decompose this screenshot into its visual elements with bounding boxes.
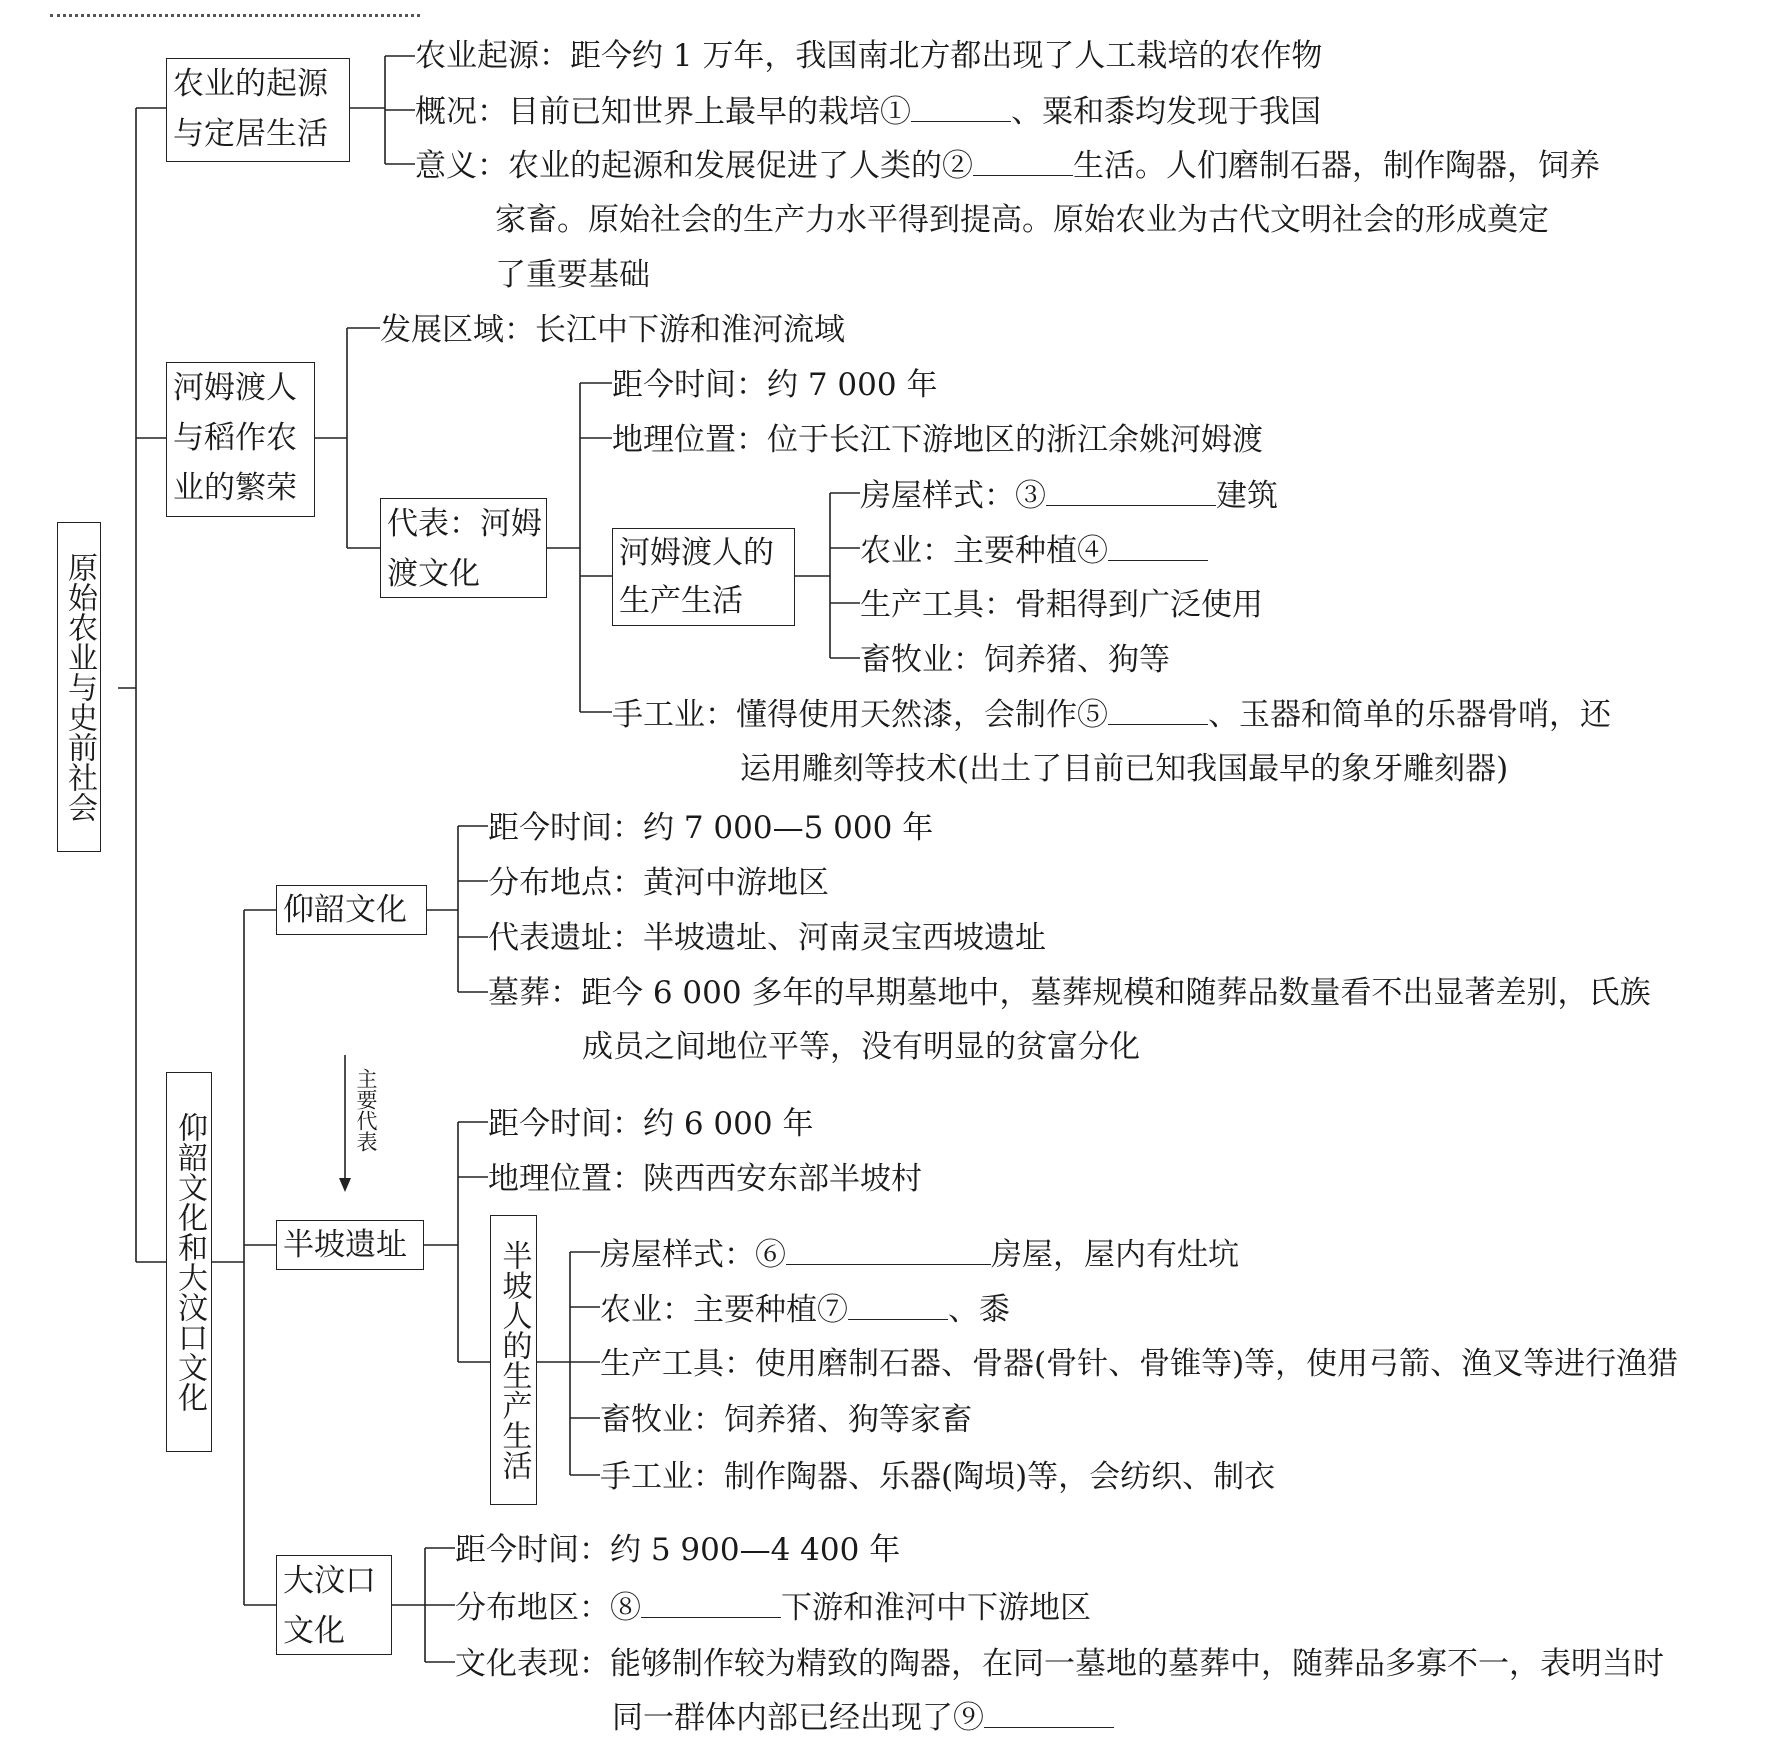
banpo-time: 距今时间：约 6 000 年 bbox=[488, 1106, 814, 1142]
dawenkou-culture-line2 bbox=[612, 1697, 1114, 1738]
hemudu-husbandry: 畜牧业：饲养猪、狗等 bbox=[860, 642, 1170, 678]
banpo-agri bbox=[600, 1289, 1010, 1330]
yangshao-burial: 墓葬：距今 6 000 多年的早期墓地中，墓葬规模和随葬品数量看不出显著差别，氏族 bbox=[488, 975, 1651, 1011]
blank-1 bbox=[911, 91, 1011, 122]
hemudu-craft-line2: 运用雕刻等技术(出土了目前已知我国最早的象牙雕刻器) bbox=[740, 751, 1509, 787]
arrow-label: 主要代表 bbox=[354, 1068, 378, 1152]
sec2-life-box-line2: 生产生活 bbox=[619, 583, 743, 619]
dawenkou-region-text-b: 下游和淮河中下游地区 bbox=[781, 1590, 1091, 1626]
hemudu-tools: 生产工具：骨耜得到广泛使用 bbox=[860, 587, 1263, 623]
blank-7 bbox=[848, 1289, 948, 1320]
sec1-overview-text-b: 、粟和黍均发现于我国 bbox=[1011, 94, 1321, 130]
yangshao-box bbox=[276, 885, 427, 935]
sec1-overview-text-a: 概况：目前已知世界上最早的栽培① bbox=[415, 94, 911, 130]
yangshao-sites: 代表遗址：半坡遗址、河南灵宝西坡遗址 bbox=[488, 920, 1046, 956]
sec2-life-box bbox=[612, 528, 795, 626]
sec2-rep-box bbox=[380, 498, 547, 598]
hemudu-house-text-b: 建筑 bbox=[1216, 478, 1278, 514]
sec1-box-line2: 与定居生活 bbox=[173, 116, 328, 152]
sec3-box bbox=[166, 1072, 212, 1452]
banpo-life-box-label: 半坡人的生产生活 bbox=[496, 1240, 532, 1480]
sec2-rep-box-line1: 代表：河姆 bbox=[387, 506, 542, 542]
sec1-box bbox=[166, 58, 350, 162]
sec2-time: 距今时间：约 7 000 年 bbox=[612, 367, 938, 403]
dawenkou-region-text-a: 分布地区：⑧ bbox=[455, 1590, 641, 1626]
yangshao-place: 分布地点：黄河中游地区 bbox=[488, 865, 829, 901]
banpo-house-text-a: 房屋样式：⑥ bbox=[600, 1237, 786, 1273]
banpo-agri-text-a: 农业：主要种植⑦ bbox=[600, 1292, 848, 1328]
hemudu-house bbox=[860, 475, 1278, 516]
sec1-meaning-line2: 家畜。原始社会的生产力水平得到提高。原始农业为古代文明社会的形成奠定 bbox=[495, 202, 1549, 238]
hemudu-craft-text-a: 手工业：懂得使用天然漆，会制作⑤ bbox=[612, 697, 1108, 733]
sec1-origin: 农业起源：距今约 1 万年，我国南北方都出现了人工栽培的农作物 bbox=[415, 38, 1323, 74]
blank-2 bbox=[973, 145, 1073, 176]
sec2-box-line1: 河姆渡人 bbox=[173, 370, 297, 406]
hemudu-agri bbox=[860, 530, 1208, 571]
sec1-meaning-line3: 了重要基础 bbox=[495, 257, 650, 293]
sec1-box-line1: 农业的起源 bbox=[173, 66, 328, 102]
dawenkou-time: 距今时间：约 5 900—4 400 年 bbox=[455, 1532, 901, 1568]
arrow-head-icon bbox=[339, 1178, 351, 1192]
sec1-meaning-text-a: 意义：农业的起源和发展促进了人类的② bbox=[415, 148, 973, 184]
blank-3 bbox=[1046, 475, 1216, 506]
blank-8 bbox=[641, 1587, 781, 1618]
hemudu-agri-text: 农业：主要种植④ bbox=[860, 533, 1108, 569]
sec2-box-line2: 与稻作农 bbox=[173, 420, 297, 456]
sec3-box-label: 仰韶文化和大汶口文化 bbox=[172, 1112, 207, 1412]
banpo-house-text-b: 房屋，屋内有灶坑 bbox=[991, 1237, 1239, 1273]
blank-4 bbox=[1108, 530, 1208, 561]
dawenkou-culture-text-b: 同一群体内部已经出现了⑨ bbox=[612, 1700, 984, 1736]
banpo-house bbox=[600, 1234, 1239, 1275]
root-label: 原始农业与史前社会 bbox=[62, 552, 97, 822]
sec2-box-line3: 业的繁荣 bbox=[173, 470, 297, 506]
banpo-tools: 生产工具：使用磨制石器、骨器(骨针、骨锥等)等，使用弓箭、渔叉等进行渔猎 bbox=[600, 1346, 1679, 1382]
sec1-meaning bbox=[415, 145, 1600, 186]
blank-6 bbox=[786, 1234, 991, 1265]
blank-9 bbox=[984, 1697, 1114, 1728]
hemudu-craft bbox=[612, 694, 1611, 735]
sec2-region: 发展区域：长江中下游和淮河流域 bbox=[380, 312, 845, 348]
sec2-rep-box-line2: 渡文化 bbox=[387, 556, 480, 592]
sec2-location: 地理位置：位于长江下游地区的浙江余姚河姆渡 bbox=[612, 422, 1263, 458]
dawenkou-box-line2: 文化 bbox=[283, 1613, 345, 1649]
sec1-meaning-text-b: 生活。人们磨制石器，制作陶器，饲养 bbox=[1073, 148, 1600, 184]
sec1-overview bbox=[415, 91, 1321, 132]
blank-5 bbox=[1108, 694, 1208, 725]
hemudu-craft-text-b: 、玉器和简单的乐器骨哨，还 bbox=[1208, 697, 1611, 733]
yangshao-box-label: 仰韶文化 bbox=[283, 892, 407, 928]
banpo-life-box bbox=[490, 1215, 537, 1505]
banpo-box-label: 半坡遗址 bbox=[283, 1227, 407, 1263]
root-box bbox=[57, 522, 101, 852]
yangshao-time: 距今时间：约 7 000—5 000 年 bbox=[488, 810, 934, 846]
sec2-box bbox=[166, 362, 315, 517]
sec2-life-box-line1: 河姆渡人的 bbox=[619, 535, 774, 571]
dawenkou-box-line1: 大汶口 bbox=[283, 1563, 376, 1599]
dawenkou-box bbox=[276, 1555, 392, 1655]
dawenkou-region bbox=[455, 1587, 1091, 1628]
hemudu-house-text-a: 房屋样式：③ bbox=[860, 478, 1046, 514]
dawenkou-culture: 文化表现：能够制作较为精致的陶器，在同一墓地的墓葬中，随葬品多寡不一，表明当时 bbox=[455, 1646, 1664, 1682]
banpo-agri-text-b: 、黍 bbox=[948, 1292, 1010, 1328]
banpo-location: 地理位置：陕西西安东部半坡村 bbox=[488, 1161, 922, 1197]
banpo-craft: 手工业：制作陶器、乐器(陶埙)等，会纺织、制衣 bbox=[600, 1459, 1276, 1495]
yangshao-burial-line2: 成员之间地位平等，没有明显的贫富分化 bbox=[582, 1029, 1140, 1065]
banpo-husbandry: 畜牧业：饲养猪、狗等家畜 bbox=[600, 1402, 972, 1438]
banpo-box bbox=[276, 1220, 424, 1270]
